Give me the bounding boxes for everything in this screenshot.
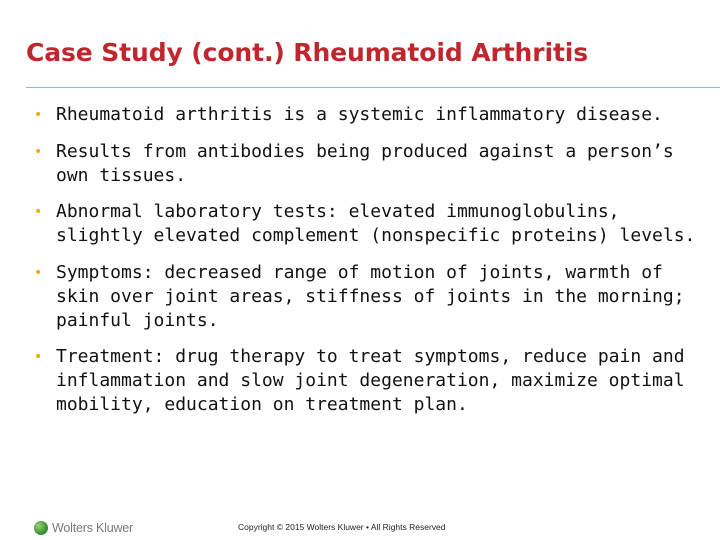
bullet-text: Abnormal laboratory tests: elevated immunoglobulins, slightly elevated complement (nonspecific proteins) levels. — [56, 201, 696, 246]
bullet-text: Rheumatoid arthritis is a systemic inflammatory disease. — [56, 104, 663, 125]
bullet-text: Treatment: drug therapy to treat symptoms, reduce pain and inflammation and slow joint degeneration, maximize optimal mobility, education on treatment plan. — [56, 346, 685, 415]
bullet-dot-icon: • — [34, 204, 43, 220]
bullet-item — [34, 345, 704, 417]
slide-title: Case Study (cont.) Rheumatoid Arthritis — [26, 38, 589, 67]
bullet-dot-icon: • — [34, 143, 43, 160]
bullet-dot-icon: • — [34, 107, 43, 123]
bullet-dot-icon: • — [34, 349, 43, 365]
wolters-kluwer-logo — [34, 520, 133, 536]
bullet-item — [34, 140, 704, 188]
bullet-item — [34, 103, 704, 127]
bullet-dot-icon: • — [34, 264, 43, 281]
bullet-item — [34, 261, 704, 333]
wolters-kluwer-logo-icon — [34, 521, 48, 535]
bullet-item — [34, 200, 704, 248]
copyright-notice: Copyright © 2015 Wolters Kluwer • All Rights Reserved — [238, 522, 446, 532]
logo-text: Wolters Kluwer — [52, 521, 134, 535]
bullet-text: Symptoms: decreased range of motion of joints, warmth of skin over joint areas, stiffness of joints in the morning; painful joints. — [56, 261, 685, 331]
title-divider — [26, 87, 720, 88]
bullet-text: Results from antibodies being produced against a person’s own tissues. — [56, 140, 674, 186]
bullet-list — [34, 103, 704, 430]
